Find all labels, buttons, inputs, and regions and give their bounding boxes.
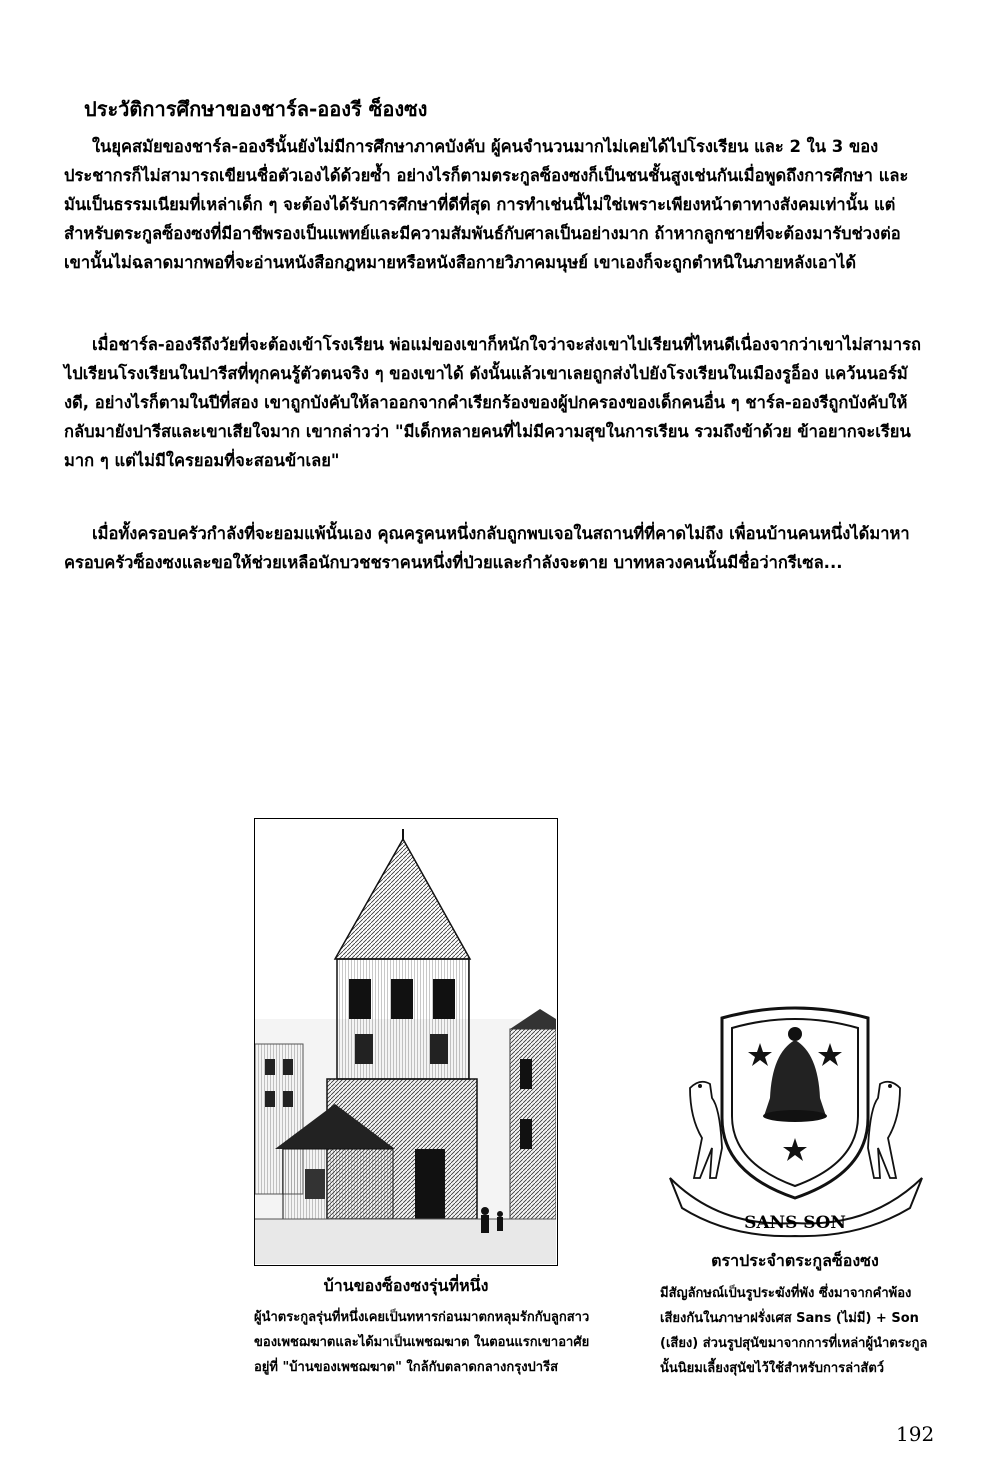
paragraph-2-text: เมื่อชาร์ล-อองรีถึงวัยที่จะต้องเข้าโรงเรียน พ่อแม่ของเขาก็หนักใจว่าจะส่งเขาไปเรียนที่ไหนดีเนื่องจากว่าเขาไม่สามารถไปเรียนโรงเรียนในปารีสที่ทุกคนรู้ตัวตนจริง ๆ ของเขาได้ ดังนั้นแล้วเขาเลยถูกส่งไปยังโรงเรียนในเมืองรูอ็อง แคว้นนอร์มังดี, อย่างไรก็ตามในปีที่สอง เขาถูกบังคับให้ลาออกจากคำเรียกร้องของผู้ปกครองของเด็กคนอื่น ๆ ชาร์ล-อองรีถูกบังคับให้กลับมายังปารีสและเขาเสียใจมาก เขากล่าวว่า "มีเด็กหลายคนที่ไม่มีความสุขในการเรียน รวมถึงข้าด้วย ข้าอยากจะเรียนมาก ๆ แต่ไม่มีใครยอมที่จะสอนข้าเลย": [64, 335, 921, 470]
house-engraving-image: [254, 818, 558, 1266]
paragraph-2: [64, 330, 924, 475]
paragraph-3-text: เมื่อทั้งครอบครัวกำลังที่จะยอมแพ้นั้นเอง คุณครูคนหนึ่งกลับถูกพบเจอในสถานที่ที่คาดไม่ถึง เพื่อนบ้านคนหนึ่งได้มาหาครอบครัวซ็องซงและขอให้ช่วยเหลือนักบวชชราคนหนึ่งที่ป่วยและกำลังจะตาย บาทหลวงคนนั้นมีชื่อว่ากรีเซล...: [64, 524, 910, 572]
page-number: 192: [896, 1422, 935, 1446]
paragraph-1-text: ในยุคสมัยของชาร์ล-อองรีนั้นยังไม่มีการศึกษาภาคบังคับ ผู้คนจำนวนมากไม่เคยได้ไปโรงเรียน และ 2 ใน 3 ของประชากรก็ไม่สามารถเขียนชื่อตัวเองได้ด้วยซ้ำ อย่างไรก็ตามตระกูลซ็องซงก็เป็นชนชั้นสูงเช่นกันเมื่อพูดถึงการศึกษา และมันเป็นธรรมเนียมที่เหล่าเด็ก ๆ จะต้องได้รับการศึกษาที่ดีที่สุด การทำเช่นนี้ไม่ใช่เพราะเพียงหน้าตาทางสังคมเท่านั้น แต่สำหรับตระกูลซ็องซงที่มีอาชีพรองเป็นแพทย์และมีความสัมพันธ์กับศาลเป็นอย่างมาก ถ้าหากลูกชายที่จะต้องมารับช่วงต่อเขานั้นไม่ฉลาดมากพอที่จะอ่านหนังสือกฎหมายหรือหนังสือกายวิภาคมนุษย์ เขาเองก็จะถูกตำหนิในภายหลังเอาได้: [64, 137, 909, 272]
paragraph-3: [64, 519, 924, 577]
crest-caption-title: ตราประจำตระกูลซ็องซง: [711, 1251, 879, 1270]
house-caption-title: บ้านของซ็องซงรุ่นที่หนึ่ง: [323, 1276, 489, 1295]
family-crest-image: [660, 998, 930, 1244]
tower-illustration: [255, 819, 556, 1264]
crest-banner-text: SANS SON: [744, 1213, 846, 1233]
paragraph-1: [64, 132, 924, 277]
house-caption-text: ผู้นำตระกูลรุ่นที่หนึ่งเคยเป็นทหารก่อนมาตกหลุมรักกับลูกสาวของเพชฌฆาตและได้มาเป็นเพชฌฆาต ในตอนแรกเขาอาศัยอยู่ที่ "บ้านของเพชฌฆาต" ใกล้กับตลาดกลางกรุงปารีส: [254, 1310, 590, 1375]
section-heading: ประวัติการศึกษาของชาร์ล-อองรี ซ็องซง: [84, 97, 428, 121]
crest-caption-text: มีสัญลักษณ์เป็นรูประฆังที่พัง ซึ่งมาจากคำพ้องเสียงกันในภาษาฝรั่งเศส Sans (ไม่มี) + Son (เสียง) ส่วนรูปสุนัขมาจากการที่เหล่าผู้นำตระกูลนั้นนิยมเลี้ยงสุนัขไว้ใช้สำหรับการล่าสัตว์: [660, 1286, 928, 1376]
